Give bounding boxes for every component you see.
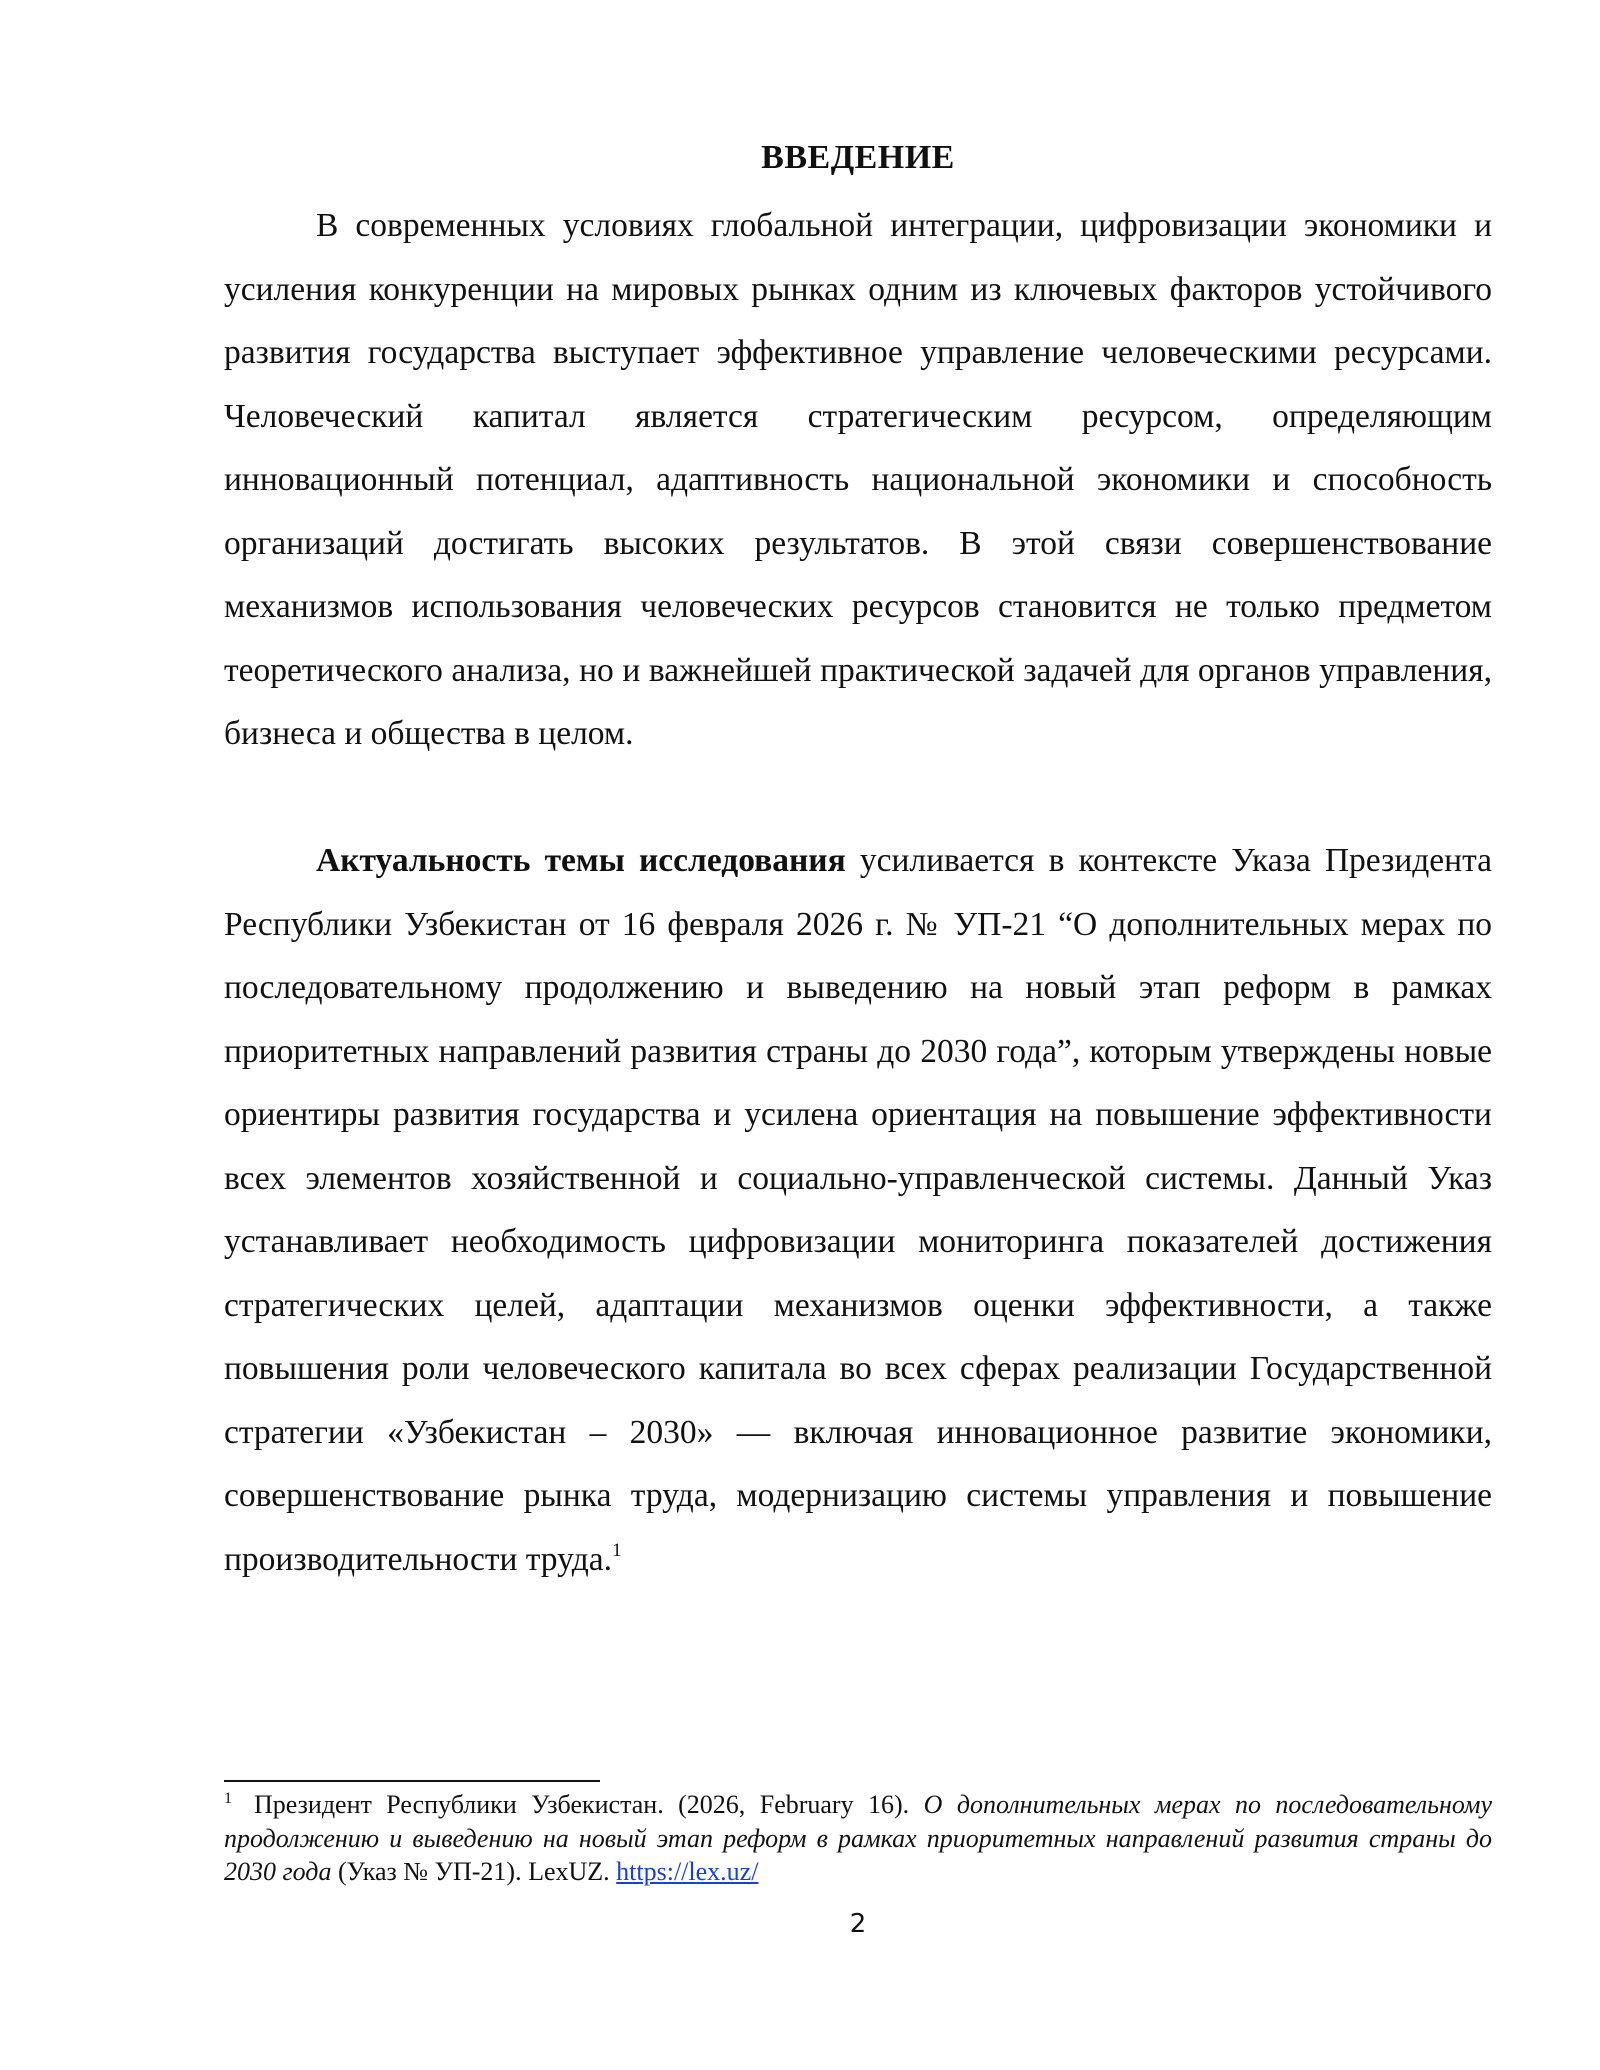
intro-paragraph: В современных условиях глобальной интеграции, цифровизации экономики и усиления конкуренции на мировых рынках одним из ключевых факторов устойчивого развития государства выступает эффективное управление человеческими ресурсами. Человеческий капитал является стратегическим ресурсом, определяющим инновационный потенциал, адаптивность национальной экономики и способность организаций достигать высоких результатов. В этой связи совершенствование механизмов использования человеческих ресурсов становится не только предметом теоретического анализа, но и важнейшей практической задачей для органов управления, бизнеса и общества в целом. — [224, 207, 1492, 752]
footnote-title: О дополнительных мерах по последовательному продолжению и выведению на новый этап реформ в рамках приоритетных направлений развития страны до 2030 года — [224, 1790, 1492, 1886]
footnote-suffix: (Указ № УП-21). LexUZ. — [337, 1857, 610, 1886]
footnote-author: Президент Республики Узбекистан. (2026, February 16). — [254, 1790, 910, 1819]
footnote — [224, 1788, 1492, 1889]
page-number: 2 — [849, 1909, 867, 1939]
relevance-bold-lead: Актуальность темы исследования — [316, 842, 846, 879]
section-title: ВВЕДЕНИЕ — [761, 139, 955, 176]
footnote-link[interactable]: https://lex.uz/ — [616, 1857, 759, 1886]
relevance-paragraph — [224, 829, 1492, 1591]
footnote-number: 1 — [224, 1790, 232, 1807]
footnote-separator — [224, 1780, 600, 1782]
relevance-text: усиливается в контексте Указа Президента Республики Узбекистан от 16 февраля 2026 г. № УП-21 “О дополнительных мерах по последовательному продолжению и выведению на новый этап реформ в рамках приоритетных направлений развития страны до 2030 года”, которым утверждены новые ориентиры развития государства и усилена ориентация на повышение эффективности всех элементов хозяйственной и социально-управленческой системы. Данный Указ устанавливает необходимость цифровизации мониторинга показателей достижения стратегических целей, адаптации механизмов оценки эффективности, а также повышения роли человеческого капитала во всех сферах реализации Государственной стратегии «Узбекистан – 2030» — включая инновационное развитие экономики, совершенствование рынка труда, модернизацию системы управления и повышение производительности труда. — [224, 842, 1493, 1578]
footnote-reference[interactable]: 1 — [612, 1539, 622, 1561]
